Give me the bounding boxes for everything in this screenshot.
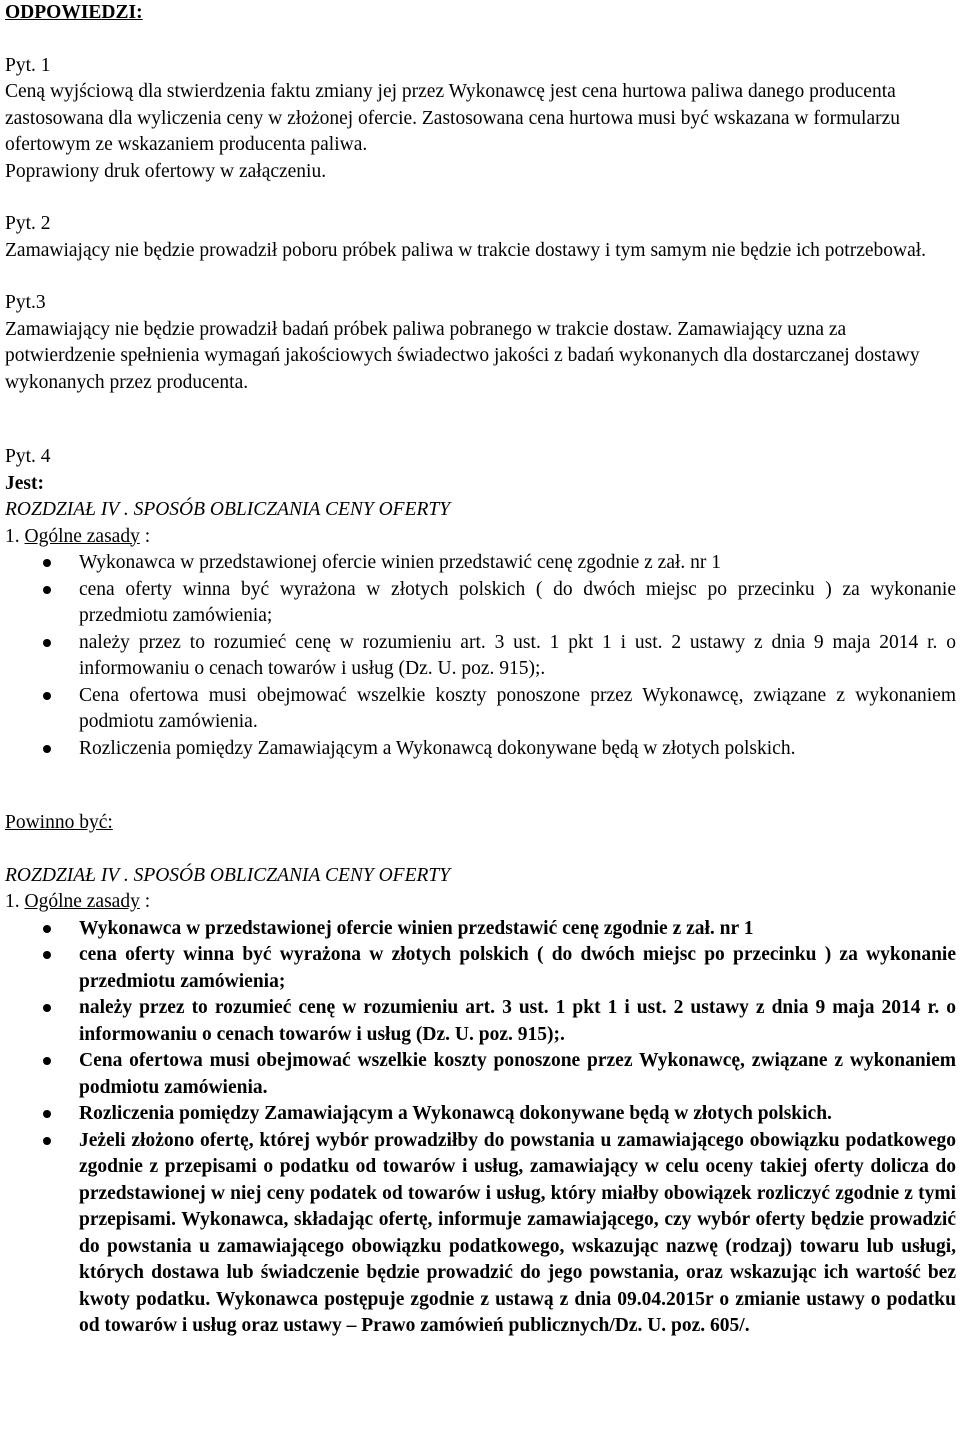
section-heading — [5, 524, 956, 551]
section-number: 1. — [5, 525, 20, 547]
question-2 — [5, 211, 956, 264]
section-number: 1. — [5, 891, 20, 912]
spacer — [5, 762, 956, 810]
section-title: Ogólne zasady — [24, 525, 140, 547]
chapter-heading: ROZDZIAŁ IV . SPOSÓB OBLICZANIA CENY OFERTY — [5, 499, 451, 520]
list-item: Rozliczenia pomiędzy Zamawiającym a Wykonawcą dokonywane będą w złotych polskich. — [5, 736, 956, 763]
list-item: Cena ofertowa musi obejmować wszelkie koszty ponoszone przez Wykonawcę, związane z wykonaniem podmiotu zamówienia. — [5, 1048, 956, 1101]
question-2-title: Pyt. 2 — [5, 213, 51, 234]
question-2-text: Zamawiający nie będzie prowadził poboru próbek paliwa w trakcie dostawy i tym samym nie będzie ich potrzebował. — [5, 239, 927, 261]
list-item: cena oferty winna być wyrażona w złotych polskich ( do dwóch miejsc po przecinku ) za wykonanie przedmiotu zamówienia; — [5, 942, 956, 995]
list-item: należy przez to rozumieć cenę w rozumieniu art. 3 ust. 1 pkt 1 i ust. 2 ustawy z dnia 9 maja 2014 r. o informowaniu o cenach towarów i usług (Dz. U. poz. 915);. — [5, 995, 956, 1048]
question-1-text: Ceną wyjściową dla stwierdzenia faktu zmiany jej przez Wykonawcę jest cena hurtowa paliwa danego producenta zastosowana dla wyliczenia ceny w złożonej ofercie. Zastosowana cena hurtowa musi być wskazana w formularzu ofertowym ze wskazaniem producenta paliwa. — [5, 81, 901, 155]
question-3 — [5, 290, 956, 396]
spacer — [5, 396, 956, 444]
list-item: cena oferty winna być wyrażona w złotych polskich ( do dwóch miejsc po przecinku ) za wykonanie przedmiotu zamówienia; — [5, 577, 956, 630]
powinno-byc-label: Powinno być: — [5, 812, 113, 833]
list-item: Wykonawca w przedstawionej ofercie winien przedstawić cenę zgodnie z zał. nr 1 — [5, 916, 956, 943]
question-4 — [5, 444, 956, 762]
section-colon: : — [139, 525, 151, 547]
rules-list — [5, 550, 956, 762]
section-colon: : — [139, 891, 151, 912]
question-3-title: Pyt.3 — [5, 292, 46, 313]
rules-list — [5, 916, 956, 1340]
chapter-heading: ROZDZIAŁ IV . SPOSÓB OBLICZANIA CENY OFERTY — [5, 864, 451, 886]
list-item: Jeżeli złożono ofertę, której wybór prowadziłby do powstania u zamawiającego obowiązku podatkowego zgodnie z przepisami o podatku od towarów i usług, zamawiający w celu oceny takiej oferty dolicza do przedstawionej w niej ceny podatek od towarów i usług, który miałby obowiązek rozliczyć zgodnie z tymi przepisami. Wykonawca, składając ofertę, informuje zamawiającego, czy wybór oferty będzie prowadzić do powstania u zamawiającego obowiązku podatkowego, wskazując nazwę (rodzaj) towaru lub usługi, których dostawa lub świadczenie będzie prowadzić do jego powstania, oraz wskazując ich wartość bez kwoty podatku. Wykonawca postępuje zgodnie z ustawą z dnia 09.04.2015r o zmianie ustawy o podatku od towarów i usług oraz ustawy – Prawo zamówień publicznych/Dz. U. poz. 605/. — [5, 1128, 956, 1340]
section-heading — [5, 889, 956, 916]
jest-label: Jest: — [5, 472, 44, 494]
corrected-section — [5, 810, 956, 1340]
question-1-note: Poprawiony druk ofertowy w załączeniu. — [5, 160, 327, 182]
spacer — [5, 185, 956, 211]
answers-header: ODPOWIEDZI: — [5, 2, 143, 23]
spacer — [5, 837, 956, 863]
spacer — [5, 27, 956, 53]
question-1-title: Pyt. 1 — [5, 54, 51, 76]
list-item: Wykonawca w przedstawionej ofercie winien przedstawić cenę zgodnie z zał. nr 1 — [5, 550, 956, 577]
question-4-title: Pyt. 4 — [5, 446, 51, 467]
section-title: Ogólne zasady — [24, 891, 140, 912]
list-item: należy przez to rozumieć cenę w rozumieniu art. 3 ust. 1 pkt 1 i ust. 2 ustawy z dnia 9 maja 2014 r. o informowaniu o cenach towarów i usług (Dz. U. poz. 915);. — [5, 630, 956, 683]
spacer — [5, 264, 956, 290]
list-item: Rozliczenia pomiędzy Zamawiającym a Wykonawcą dokonywane będą w złotych polskich. — [5, 1101, 956, 1128]
question-3-text: Zamawiający nie będzie prowadził badań próbek paliwa pobranego w trakcie dostaw. Zamawiający uzna za potwierdzenie spełnienia wymagań jakościowych świadectwo jakości z badań wykonanych dla dostarczanej dostawy wykonanych przez producenta. — [5, 318, 920, 393]
question-1 — [5, 53, 956, 186]
list-item: Cena ofertowa musi obejmować wszelkie koszty ponoszone przez Wykonawcę, związane z wykonaniem podmiotu zamówienia. — [5, 683, 956, 736]
